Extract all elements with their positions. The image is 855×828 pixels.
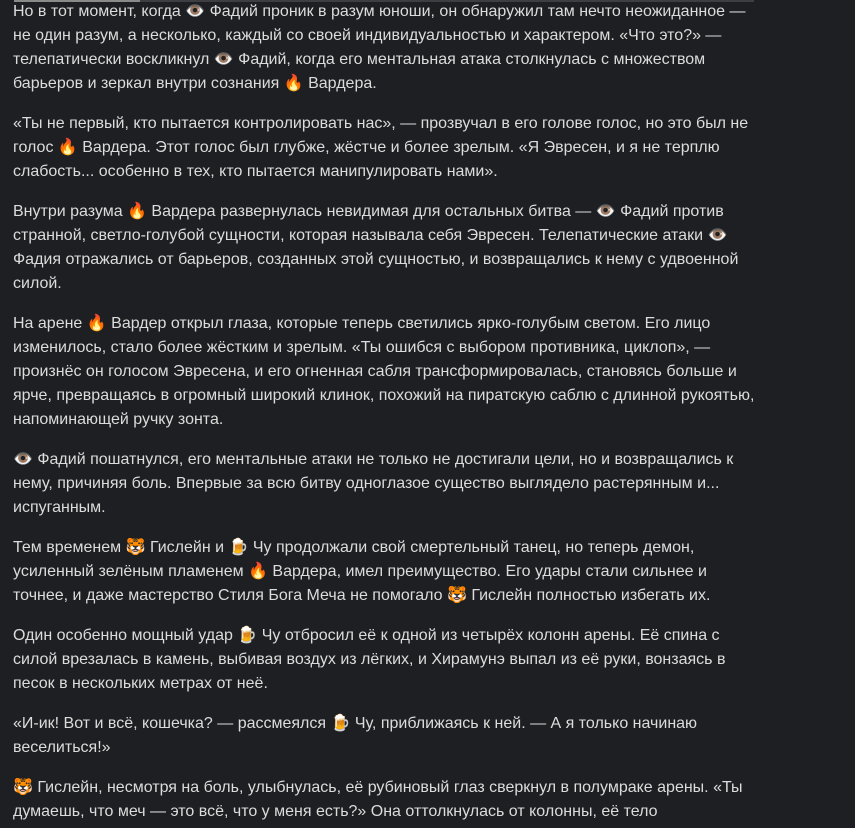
article-body <box>13 0 758 828</box>
paragraph-8: «И-ик! Вот и всё, кошечка? — рассмеялся 🍺 Чу, приближаясь к ней. — А я только начинаю веселиться!» <box>13 715 698 756</box>
paragraph-7: Один особенно мощный удар 🍺 Чу отбросил её к одной из четырёх колонн арены. Её спина с силой врезалась в камень, выбивая воздух из лёгких, и Хирамунэ выпал из её руки, вонзаясь в песок в нескольких метрах от неё. <box>13 627 726 692</box>
paragraph-4: На арене 🔥 Вардер открыл глаза, которые теперь светились ярко-голубым светом. Его лицо изменилось, стало более жёстким и зрелым. «Ты ошибся с выбором противника, циклоп», — произнёс он голосом Эвресена, и его огненная сабля трансформировалась, становясь больше и ярче, превращаясь в огромный широкий клинок, похожий на пиратскую саблю с длинной рукоятью, напоминающей ручку зонта. <box>13 315 755 428</box>
paragraph-6: Тем временем 🐯 Гислейн и 🍺 Чу продолжали свой смертельный танец, но теперь демон, усиленный зелёным пламенем 🔥 Вардера, имел преимущество. Его удары стали сильнее и точнее, и даже мастерство Стиля Бога Меча не помогало 🐯 Гислейн полностью избегать их. <box>13 539 711 604</box>
paragraph-9: 🐯 Гислейн, несмотря на боль, улыбнулась, её рубиновый глаз сверкнул в полумраке арены. «Ты думаешь, что меч — это всё, что у меня есть?» Она оттолкнулась от колонны, её тело <box>13 779 743 820</box>
paragraph-5: 👁️ Фадий пошатнулся, его ментальные атаки не только не достигали цели, но и возвращались к нему, причиняя боль. Впервые за всю битву одноглазое существо выглядело растерянным и... испуганным. <box>13 451 734 516</box>
paragraph-1: Но в тот момент, когда 👁️ Фадий проник в разум юноши, он обнаружил там нечто неожиданное — не один разум, а несколько, каждый со своей индивидуальностью и характером. «Что это?» — телепатически воскликнул 👁️ Фадий, когда его ментальная атака столкнулась с множеством барьеров и зеркал внутри сознания 🔥 Вардера. <box>13 3 746 92</box>
paragraph-2: «Ты не первый, кто пытается контролировать нас», — прозвучал в его голове голос, но это был не голос 🔥 Вардера. Этот голос был глубже, жёстче и более зрелым. «Я Эвресен, и я не терплю слабость... особенно в тех, кто пытается манипулировать нами». <box>13 115 749 180</box>
paragraph-3: Внутри разума 🔥 Вардера развернулась невидимая для остальных битва — 👁️ Фадий против странной, светло-голубой сущности, которая называла себя Эвресен. Телепатические атаки 👁️ Фадия отражались от барьеров, созданных этой сущностью, и возвращались к нему с удвоенной силой. <box>13 203 739 292</box>
